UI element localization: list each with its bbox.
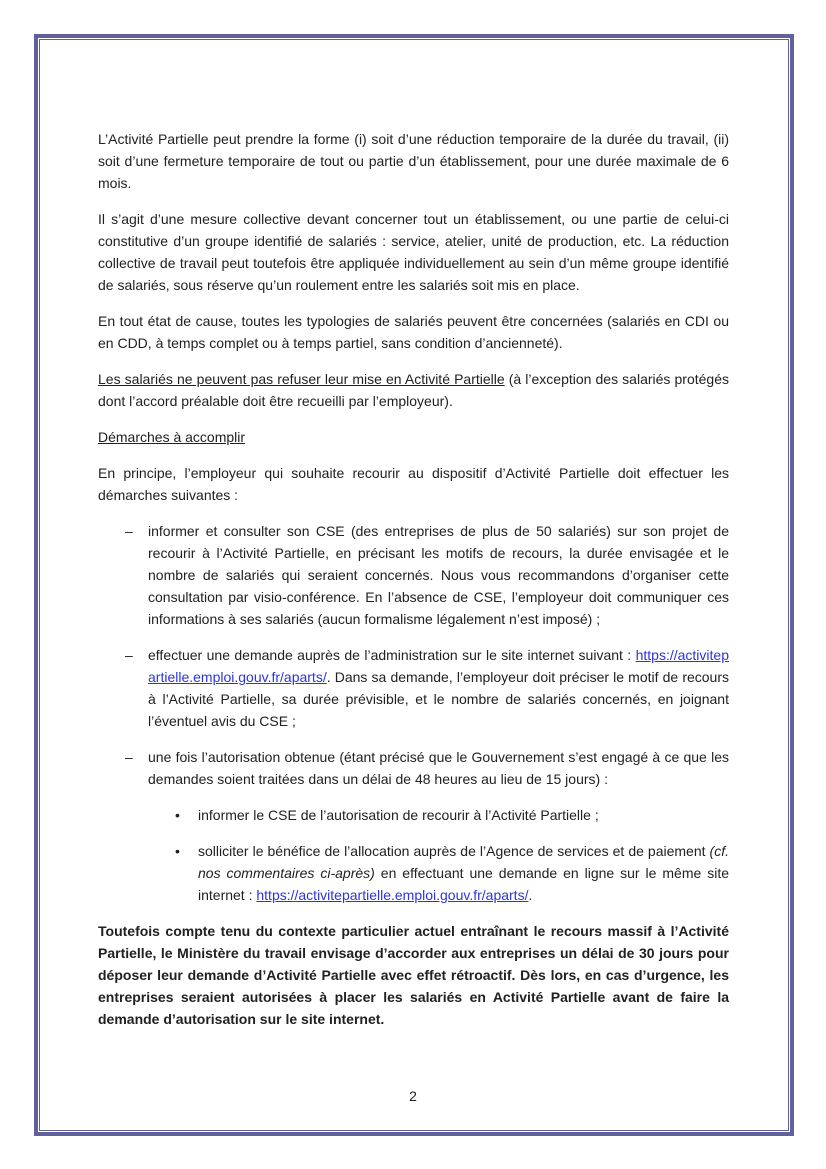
paragraph-steps-intro: En principe, l’employeur qui souhaite recourir au dispositif d’Activité Partielle doit effectuer les démarches suivantes : [98, 465, 729, 503]
italic-reference-note: (cf. nos commentaires ci-après) [198, 843, 729, 881]
paragraph-employee-types: En tout état de cause, toutes les typologies de salariés peuvent être concernées (salariés en CDI ou en CDD, à temps complet ou à temps partiel, sans condition d’ancienneté). [98, 313, 729, 351]
underlined-statement: Les salariés ne peuvent pas refuser leur mise en Activité Partielle [98, 371, 505, 387]
list-item-text: informer et consulter son CSE (des entreprises de plus de 50 salariés) sur son projet de recourir à l’Activité Partielle, en précisant les motifs de recours, la durée envisagée et le nombre de salariés qui seraient concernés. Nous vous recommandons d’organiser cette consultation par visio-conférence. En l’absence de CSE, l’employeur doit communiquer ces informations à ses salariés (aucun formalisme légalement n’est imposé) ; [148, 523, 729, 627]
paragraph-final-bold-notice: Toutefois compte tenu du contexte particulier actuel entraînant le recours massif à l’Activité Partielle, le Ministère du travail envisage d’accorder aux entreprises un délai de 30 jours pour déposer leur demande d’Activité Partielle avec effet rétroactif. Dès lors, en cas d’urgence, les entreprises seraient autorisées à placer les salariés en Activité Partielle avant de faire la demande d’autorisation sur le site internet. [98, 923, 729, 1027]
paragraph-no-refusal-rest: (à l’exception des salariés protégés dont l’accord préalable doit être recueilli par l’employeur). [98, 371, 730, 409]
list-item-text-before-link: effectuer une demande auprès de l’administration sur le site internet suivant : [148, 647, 636, 663]
sub-item-text-after-link: . [528, 887, 533, 903]
section-heading-demarches: Démarches à accomplir [98, 429, 246, 445]
list-item-inform-cse [98, 520, 729, 630]
sub-item-text-before-italic: solliciter le bénéfice de l’allocation auprès de l’Agence de services et de paiement [198, 843, 710, 859]
paragraph-no-refusal [98, 368, 729, 412]
list-item-text [148, 644, 729, 732]
sub-list-item-inform-cse [98, 804, 729, 826]
list-item-after-authorization [98, 746, 729, 790]
paragraph-intro-definition: L’Activité Partielle peut prendre la forme (i) soit d’une réduction temporaire de la durée du travail, (ii) soit d’une fermeture temporaire de tout ou partie d’un établissement, pour une durée maximale de 6 mois. [98, 131, 729, 191]
page-number: 2 [409, 1088, 417, 1104]
dash-marker: – [125, 647, 133, 663]
dash-marker: – [125, 523, 133, 539]
activite-partielle-link[interactable]: https://activitepartielle.emploi.gouv.fr/aparts/ [256, 887, 529, 903]
paragraph-collective-measure: Il s’agit d’une mesure collective devant concerner tout un établissement, ou une partie de celui-ci constitutive d’un groupe identifié de salariés : service, atelier, unité de production, etc. La réduction collective de travail peut toutefois être appliquée individuellement au sein d’un même groupe identifié de salariés, sous réserve qu’un roulement entre les salariés soit mis en place. [98, 211, 729, 293]
activite-partielle-link[interactable]: https://activitepartielle.emploi.gouv.fr/aparts/ [148, 647, 729, 685]
dash-marker: – [125, 749, 133, 765]
document-body [98, 128, 729, 1044]
bullet-marker: • [175, 807, 180, 823]
list-item-text [198, 840, 729, 906]
list-item-text: une fois l’autorisation obtenue (étant précisé que le Gouvernement s’est engagé à ce que les demandes soient traitées dans un délai de 48 heures au lieu de 15 jours) : [148, 749, 729, 787]
sub-list-item-request-allocation [98, 840, 729, 906]
list-item-submit-request [98, 644, 729, 732]
list-item-text-after-link: . Dans sa demande, l’employeur doit préciser le motif de recours à l’Activité Partielle, sa durée prévisible, et le nombre de salariés concernés, en joignant l’éventuel avis du CSE ; [148, 669, 729, 729]
list-item-text: informer le CSE de l’autorisation de recourir à l’Activité Partielle ; [198, 807, 599, 823]
bullet-marker: • [175, 843, 180, 859]
sub-item-text-middle: en effectuant une demande en ligne sur le même site internet : [198, 865, 729, 903]
